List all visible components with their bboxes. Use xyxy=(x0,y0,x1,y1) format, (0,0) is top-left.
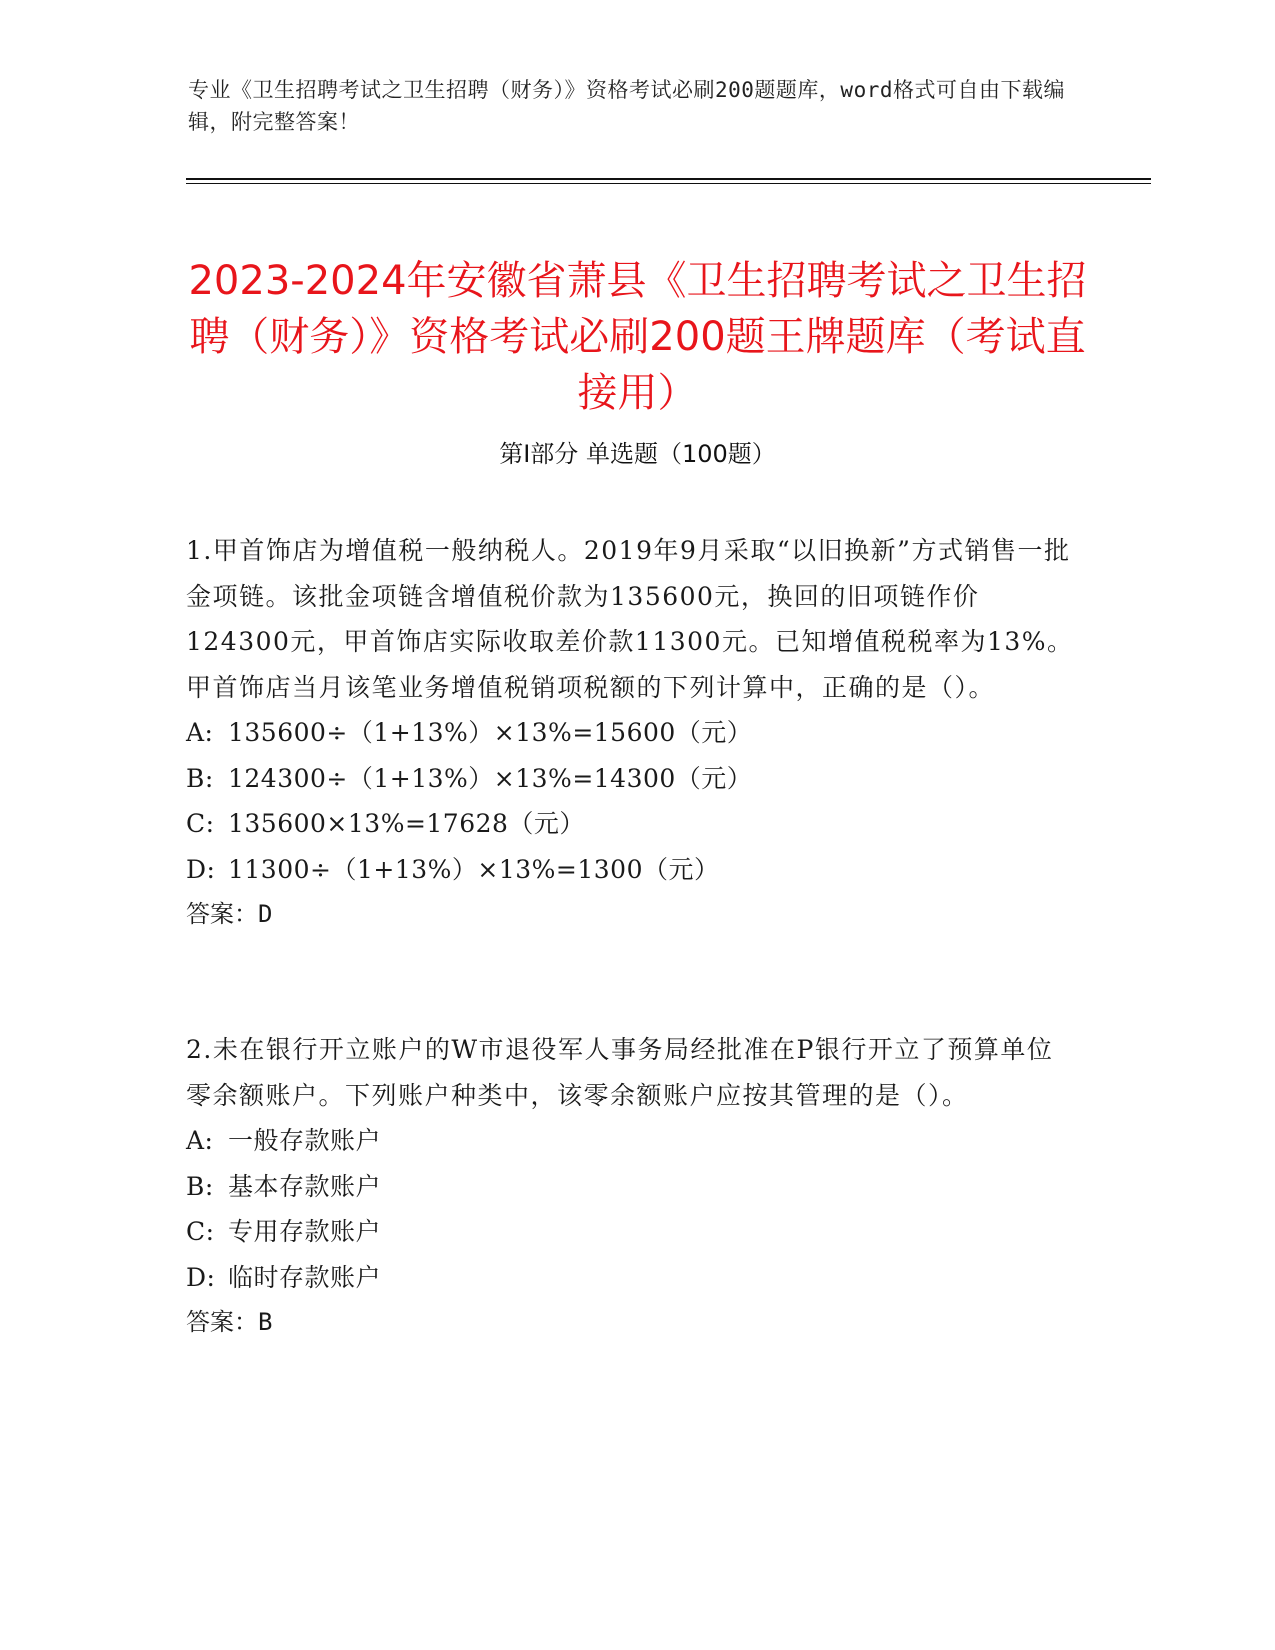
option-d xyxy=(186,847,1076,893)
option-b xyxy=(186,1164,1076,1210)
answer-label: 答案：B xyxy=(186,1308,273,1336)
option-text: 124300÷（1+13%）×13%=14300（元） xyxy=(228,763,753,793)
option-c xyxy=(186,801,1076,847)
header-divider-thick xyxy=(186,178,1151,180)
option-letter: C: xyxy=(186,1217,215,1246)
option-letter: B: xyxy=(186,1171,214,1201)
header-divider-thin xyxy=(186,183,1151,184)
option-letter: C: xyxy=(186,809,215,838)
option-text: 135600÷（1+13%）×13%=15600（元） xyxy=(228,718,753,747)
question-1 xyxy=(186,528,1076,938)
question-stem: 1.甲首饰店为增值税一般纳税人。2019年9月采取“以旧换新”方式销售一批金项链。该批金项链含增值税价款为135600元，换回的旧项链作价124300元，甲首饰店实际收取差价款11300元。已知增值税税率为13%。甲首饰店当月该笔业务增值税销项税额的下列计算中，正确的是（）。 xyxy=(186,536,1074,702)
option-b xyxy=(186,756,1076,802)
header-note: 专业《卫生招聘考试之卫生招聘（财务）》资格考试必刷200题题库，word格式可自由下载编辑，附完整答案！ xyxy=(188,78,1065,134)
option-a xyxy=(186,710,1076,756)
option-text: 专用存款账户 xyxy=(228,1217,382,1246)
option-text: 一般存款账户 xyxy=(228,1126,382,1155)
option-text: 临时存款账户 xyxy=(228,1262,382,1292)
section-heading: 第Ⅰ部分 单选题（100题） xyxy=(499,440,776,468)
option-a xyxy=(186,1118,1076,1164)
option-letter: A: xyxy=(186,718,214,747)
option-letter: B: xyxy=(186,763,214,793)
option-c xyxy=(186,1209,1076,1255)
option-text: 基本存款账户 xyxy=(228,1171,382,1201)
option-text: 11300÷（1+13%）×13%=1300（元） xyxy=(228,854,720,884)
option-d xyxy=(186,1255,1076,1301)
answer-label: 答案：D xyxy=(186,900,273,928)
question-stem: 2.未在银行开立账户的W市退役军人事务局经批准在P银行开立了预算单位零余额账户。下列账户种类中，该零余额账户应按其管理的是（）。 xyxy=(186,1035,1054,1110)
question-2 xyxy=(186,1027,1076,1346)
option-text: 135600×13%=17628（元） xyxy=(228,809,585,838)
option-letter: A: xyxy=(186,1126,214,1155)
document-title: 2023-2024年安徽省萧县《卫生招聘考试之卫生招聘（财务）》资格考试必刷200题王牌题库（考试直接用） xyxy=(188,257,1087,416)
option-letter: D: xyxy=(186,1262,216,1292)
option-letter: D: xyxy=(186,854,216,884)
